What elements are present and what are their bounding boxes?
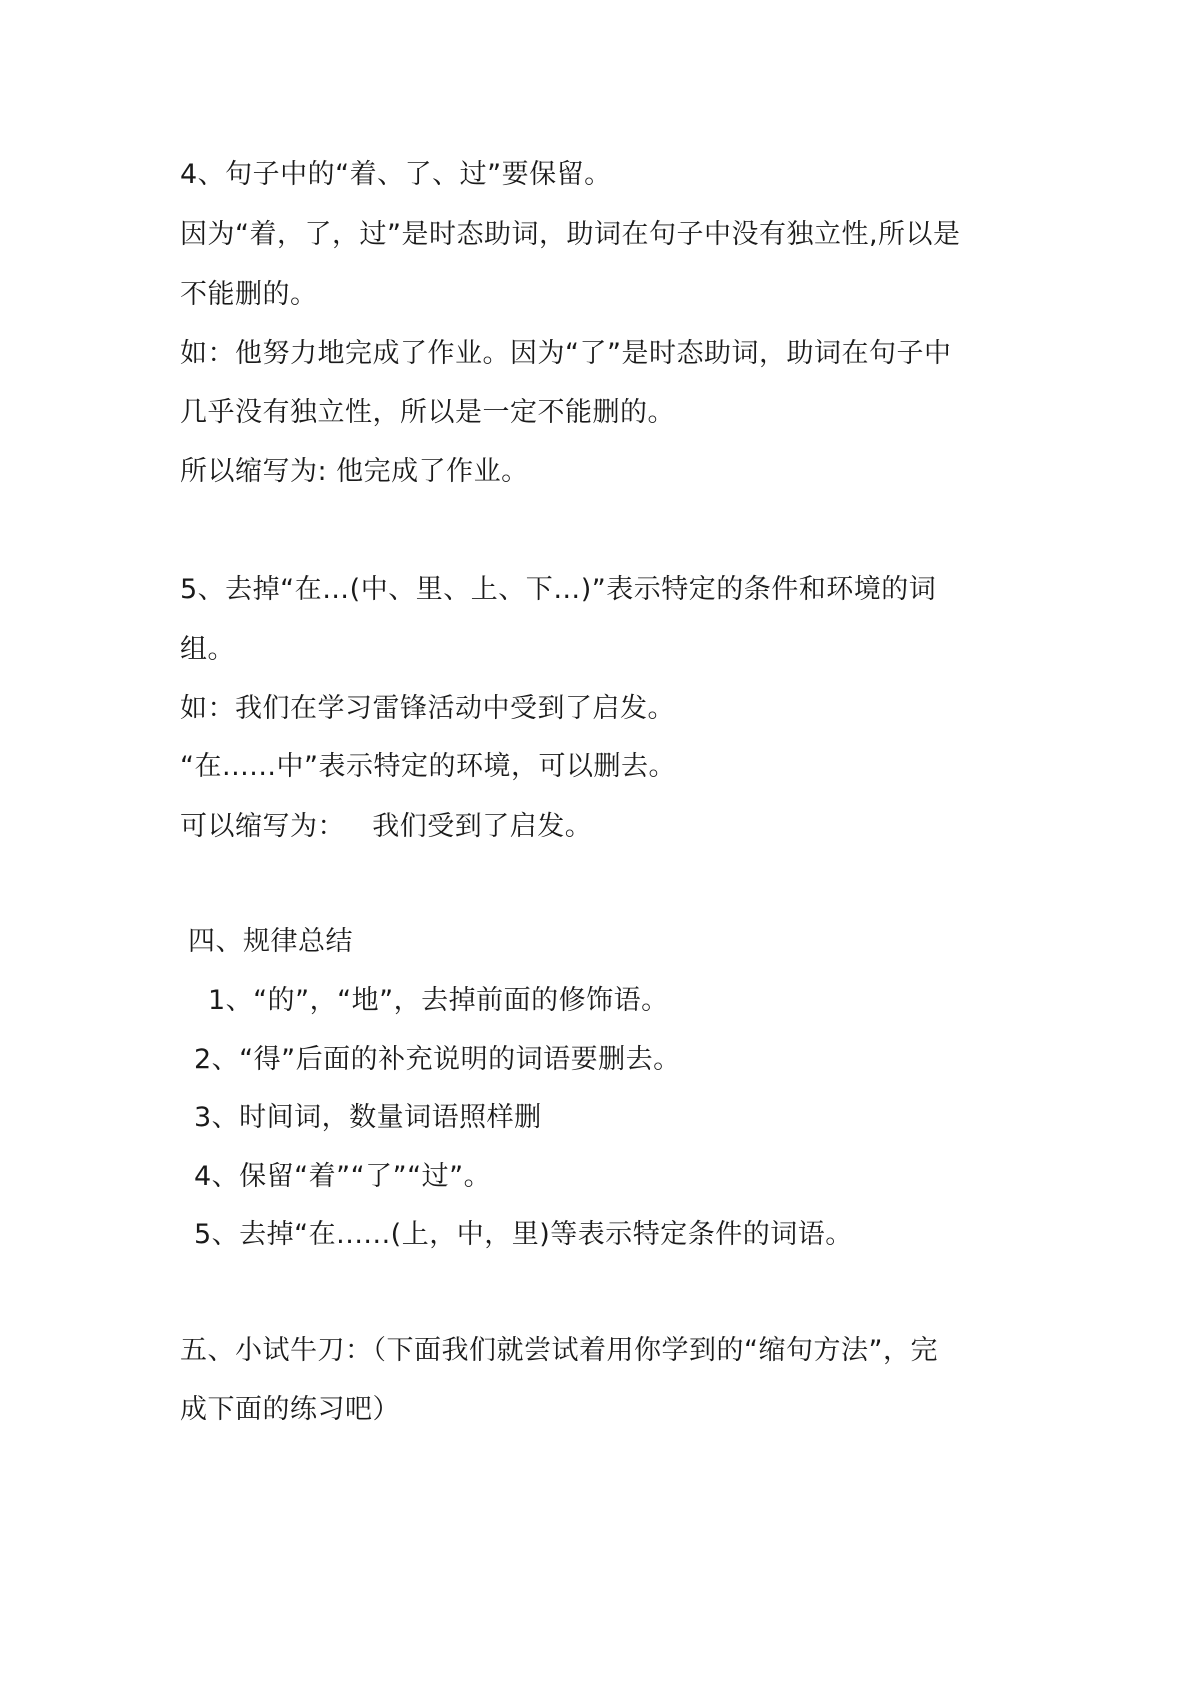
section4-heading: 4、句子中的“着、了、过”要保留。 xyxy=(180,159,612,190)
practice-line-1: 五、小试牛刀：（下面我们就尝试着用你学到的“缩句方法”，完 xyxy=(180,1335,938,1366)
summary-title: 四、规律总结 xyxy=(188,926,353,957)
section4-explanation-line-1: 因为“着，了，过”是时态助词，助词在句子中没有独立性,所以是 xyxy=(180,219,961,250)
section4-result: 所以缩写为: 他完成了作业。 xyxy=(180,456,529,487)
section4-explanation-line-2: 不能删的。 xyxy=(180,279,318,310)
section5-result: 可以缩写为： 我们受到了启发。 xyxy=(180,811,593,842)
section5-example: 如：我们在学习雷锋活动中受到了启发。 xyxy=(180,693,675,724)
summary-item-5: 5、去掉“在......(上，中，里)等表示特定条件的词语。 xyxy=(194,1219,853,1250)
section4-example-line-1: 如：他努力地完成了作业。因为“了”是时态助词，助词在句子中 xyxy=(180,338,952,369)
summary-item-3: 3、时间词，数量词语照样删 xyxy=(194,1102,542,1133)
summary-item-1: 1、“的”，“地”，去掉前面的修饰语。 xyxy=(208,985,669,1016)
summary-item-4: 4、保留“着”“了”“过”。 xyxy=(194,1161,492,1192)
section5-heading-line-1: 5、去掉“在…(中、里、上、下…)”表示特定的条件和环境的词 xyxy=(180,574,937,605)
section5-heading-line-2: 组。 xyxy=(180,634,235,665)
section5-explanation: “在......中”表示特定的环境，可以删去。 xyxy=(180,751,676,782)
practice-line-2: 成下面的练习吧） xyxy=(180,1394,400,1425)
section4-example-line-2: 几乎没有独立性，所以是一定不能删的。 xyxy=(180,397,675,428)
summary-item-2: 2、“得”后面的补充说明的词语要删去。 xyxy=(194,1044,681,1075)
